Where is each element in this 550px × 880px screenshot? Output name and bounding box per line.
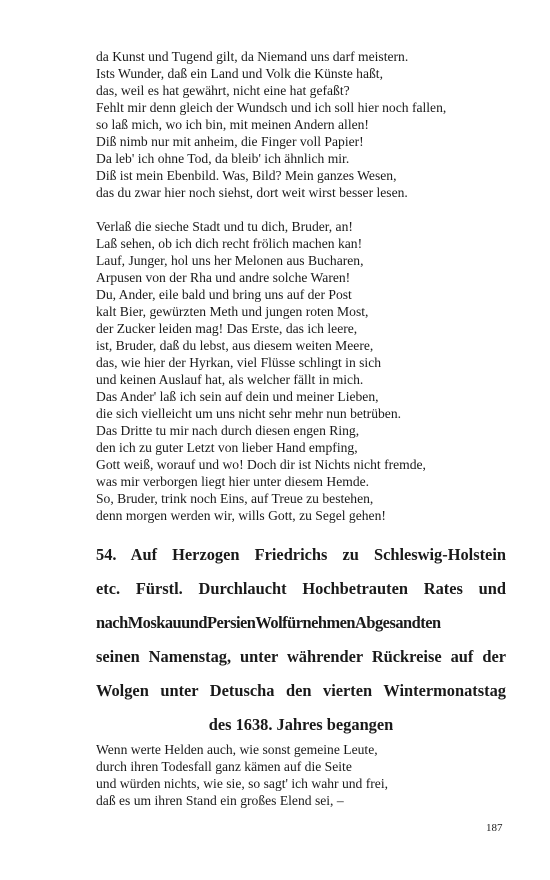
verse-line: der Zucker leiden mag! Das Erste, das ich leere, (96, 321, 358, 336)
verse-line: Wenn werte Helden auch, wie sonst gemeine Leute, (96, 742, 378, 757)
verse-line: daß es um ihren Stand ein großes Elend sei, – (96, 793, 344, 808)
verse-line: Verlaß die sieche Stadt und tu dich, Bruder, an! (96, 219, 353, 234)
heading-line: etc. Fürstl. Durchlaucht Hochbetrauten Rates und (96, 579, 506, 598)
verse-line: Du, Ander, eile bald und bring uns auf der Post (96, 287, 352, 302)
verse-line: Diß nimb nur mit anheim, die Finger voll Papier! (96, 134, 364, 149)
heading-line: 54. Auf Herzogen Friedrichs zu Schleswig-Holstein (96, 545, 506, 564)
verse-line: da Kunst und Tugend gilt, da Niemand uns darf meistern. (96, 49, 409, 64)
stanza-3 (96, 741, 516, 809)
verse-line: die sich vielleicht um uns nicht sehr mehr nun betrüben. (96, 406, 402, 421)
verse-line: Das Dritte tu mir nach durch diesen engen Ring, (96, 423, 360, 438)
verse-line: so laß mich, wo ich bin, mit meinen Andern allen! (96, 117, 369, 132)
verse-line: Da leb' ich ohne Tod, da bleib' ich ähnlich mir. (96, 151, 350, 166)
heading-line: des 1638. Jahres begangen (208, 715, 394, 734)
verse-line: Gott weiß, worauf und wo! Doch dir ist Nichts nicht fremde, (96, 457, 426, 472)
verse-line: Diß ist mein Ebenbild. Was, Bild? Mein ganzes Wesen, (96, 168, 397, 183)
verse-line: das du zwar hier noch siehst, dort weit wirst besser lesen. (96, 185, 408, 200)
verse-line: Laß sehen, ob ich dich recht frölich machen kan! (96, 236, 363, 251)
stanza-gap (96, 201, 516, 218)
verse-line: kalt Bier, gewürzten Meth und jungen roten Most, (96, 304, 369, 319)
verse-line: Fehlt mir denn gleich der Wundsch und ich soll hier noch fallen, (96, 100, 447, 115)
verse-line: und würden nichts, wie sie, so sagt' ich wahr und frei, (96, 776, 389, 791)
poem-heading (96, 538, 506, 742)
verse-line: So, Bruder, trink noch Eins, auf Treue zu bestehen, (96, 491, 374, 506)
verse-line: Lauf, Junger, hol uns her Melonen aus Bucharen, (96, 253, 364, 268)
heading-line: Wolgen unter Detuscha den vierten Wintermonatstag (96, 681, 506, 700)
heading-line: seinen Namenstag, unter währender Rückreise auf der (96, 647, 506, 666)
verse-line: Das Ander' laß ich sein auf dein und meiner Lieben, (96, 389, 379, 404)
verse-line: und keinen Auslauf hat, als welcher fällt in mich. (96, 372, 364, 387)
page-number: 187 (486, 822, 503, 834)
verse-line: durch ihren Todesfall ganz kämen auf die Seite (96, 759, 352, 774)
verse-line: denn morgen werden wir, wills Gott, zu Segel gehen! (96, 508, 386, 523)
verse-line: Ists Wunder, daß ein Land und Volk die Künste haßt, (96, 66, 383, 81)
verse-line: das, weil es hat gewährt, nicht eine hat gefaßt? (96, 83, 350, 98)
stanza-2 (96, 218, 516, 524)
verse-line: ist, Bruder, daß du lebst, aus diesem weiten Meere, (96, 338, 374, 353)
stanza-1 (96, 48, 516, 201)
verse-line: was mir verborgen liegt hier unter diesem Hemde. (96, 474, 370, 489)
verse-line: Arpusen von der Rha und andre solche Waren! (96, 270, 351, 285)
poem-body-bottom (96, 741, 516, 809)
heading-line: nachMoskauundPersienWolfürnehmenAbgesandten (96, 613, 441, 632)
poem-body-top (96, 48, 516, 524)
verse-line: den ich zu guter Letzt von lieber Hand empfing, (96, 440, 358, 455)
verse-line: das, wie hier der Hyrkan, viel Flüsse schlingt in sich (96, 355, 382, 370)
